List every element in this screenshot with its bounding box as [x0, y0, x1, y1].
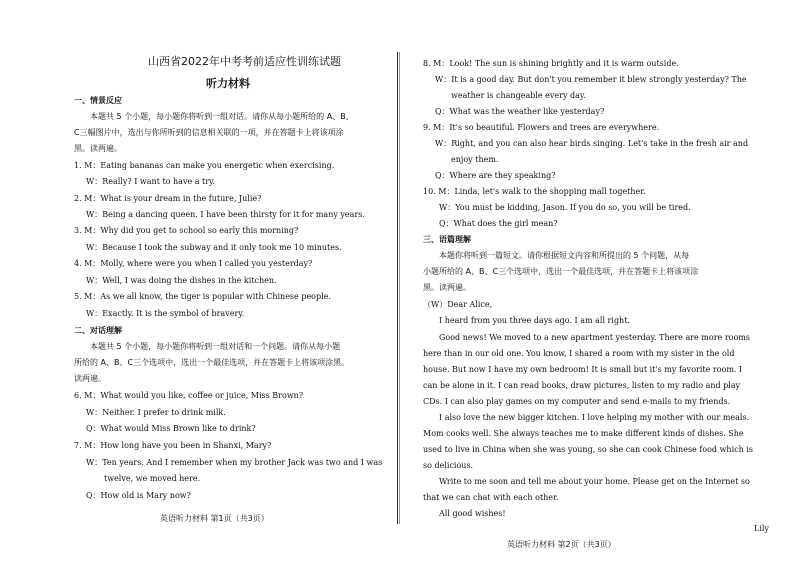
dialogue-line: 7. M：How long have you been in Shanxi, Mary? — [74, 441, 272, 450]
dialogue-line: W：Exactly. It is the symbol of bravery. — [86, 309, 245, 318]
letter-line: Good news! We moved to a new apartment yesterday. There are more rooms — [439, 333, 750, 342]
dialogue-line: W：Ten years. And I remember when my brother Jack was two and I was — [86, 458, 383, 467]
section-3-instruction: 小题所给的 A、B、C三个选项中，选出一个最佳选项，并在答题卡上将该项涂 — [423, 267, 699, 276]
page-footer: 英语听力材料 第1页（共3页） — [160, 514, 269, 523]
dialogue-line: W：Right, and you can also hear birds singing. Let's take in the fresh air and — [435, 139, 749, 148]
dialogue-line: enjoy them. — [451, 155, 499, 164]
letter-line: Write to me soon and tell me about your home. Please get on the Internet so — [439, 477, 750, 486]
dialogue-line: 1. M：Eating bananas can make you energetic when exercising. — [74, 161, 335, 170]
dialogue-line: 8. M：Look! The sun is shining brightly and it is warm outside. — [423, 59, 679, 68]
dialogue-line: Q：Where are they speaking? — [435, 171, 556, 180]
dialogue-line: W：Really? I want to have a try. — [86, 177, 216, 186]
letter-line: house. But now I have my own bedroom! It is small but it's my favorite room. I — [423, 365, 743, 374]
section-2-instruction: 读两遍。 — [74, 374, 106, 383]
dialogue-line: Q：What would Miss Brown like to drink? — [86, 424, 256, 433]
letter-line: here than in our old one. You know, I shared a room with my sister in the old — [423, 349, 735, 358]
letter-line: can be alone in it. I can read books, draw pictures, listen to my radio and play — [423, 381, 741, 390]
dialogue-line: 2. M：What is your dream in the future, Julie? — [74, 194, 262, 203]
letter-line: used to live in China when she was young, so she can cook Chinese food which is — [423, 445, 753, 454]
letter-line: that we can chat with each other. — [423, 493, 559, 502]
dialogue-line: W：It is a good day. But don't you remember it blew strongly yesterday? The — [435, 75, 747, 84]
dialogue-line: 3. M：Why did you get to school so early this morning? — [74, 226, 299, 235]
section-1-instruction: 本题共 5 个小题，每小题你将听到一组对话。请你从每小题所给的 A、B、 — [90, 112, 354, 121]
section-3-instruction: 黑。读两遍。 — [423, 283, 471, 292]
dialogue-line: W：Well, I was doing the dishes in the kitchen. — [86, 276, 277, 285]
dialogue-line: 5. M：As we all know, the tiger is popular with Chinese people. — [74, 292, 331, 301]
dialogue-line: W：You must be kidding, Jason. If you do so, you will be tired. — [439, 203, 691, 212]
dialogue-line: Q：What does the girl mean? — [439, 219, 558, 228]
letter-line: I heard from you three days ago. I am all right. — [439, 316, 630, 325]
section-1-heading: 一、情景反应 — [74, 96, 122, 105]
document-subtitle: 听力材料 — [206, 77, 250, 90]
dialogue-line: twelve, we moved here. — [104, 474, 201, 483]
dialogue-line: 9. M：It's so beautiful. Flowers and trees are everywhere. — [423, 123, 660, 132]
section-2-heading: 二、对话理解 — [74, 326, 122, 335]
dialogue-line: Q：What was the weather like yesterday? — [435, 107, 605, 116]
section-1-instruction: C三幅图片中，选出与你所听到的信息相关联的一项，并在答题卡上将该项涂 — [74, 128, 344, 137]
letter-line: All good wishes! — [439, 509, 506, 518]
page-footer: 英语听力材料 第2页（共3页） — [507, 540, 616, 549]
letter-line: Mom cooks well. She always teaches me to make different kinds of dishes. She — [423, 429, 744, 438]
section-3-heading: 三、语篇理解 — [423, 235, 471, 244]
dialogue-line: 4. M：Molly, where were you when I called you yesterday? — [74, 259, 313, 268]
section-1-instruction: 黑。读两遍。 — [74, 144, 122, 153]
dialogue-line: 10. M：Linda, let's walk to the shopping mall together. — [423, 187, 646, 196]
dialogue-line: Q：How old is Mary now? — [86, 491, 191, 500]
dialogue-line: weather is changeable every day. — [451, 91, 586, 100]
page-2 — [397, 0, 794, 562]
letter-line: CDs. I can also play games on my computer and send e-mails to my friends. — [423, 397, 731, 406]
letter-line: I also love the new bigger kitchen. I love helping my mother with our meals. — [439, 413, 750, 422]
dialogue-line: 6. M：What would you like, coffee or juice, Miss Brown? — [74, 391, 304, 400]
section-3-instruction: 本题你将听到一篇短文。请你根据短文内容和所提出的 5 个问题，从每 — [439, 251, 690, 260]
section-2-instruction: 所给的 A、B、C三个选项中，选出一个最佳选项，并在答题卡上将该项涂黑。 — [74, 358, 350, 367]
section-2-instruction: 本题共 5 个小题，每小题你将听到一组对话和一个问题。请你从每小题 — [90, 342, 341, 351]
dialogue-line: W：Neither. I prefer to drink milk. — [86, 408, 226, 417]
letter-line: so delicious. — [423, 461, 474, 470]
dialogue-line: W：Because I took the subway and it only took me 10 minutes. — [86, 243, 342, 252]
document-title: 山西省2022年中考考前适应性训练试题 — [148, 55, 341, 68]
dialogue-line: W：Being a dancing queen. I have been thirsty for it for many years. — [86, 210, 365, 219]
letter-line: （W）Dear Alice, — [423, 300, 493, 309]
letter-signature: Lily — [754, 524, 769, 533]
